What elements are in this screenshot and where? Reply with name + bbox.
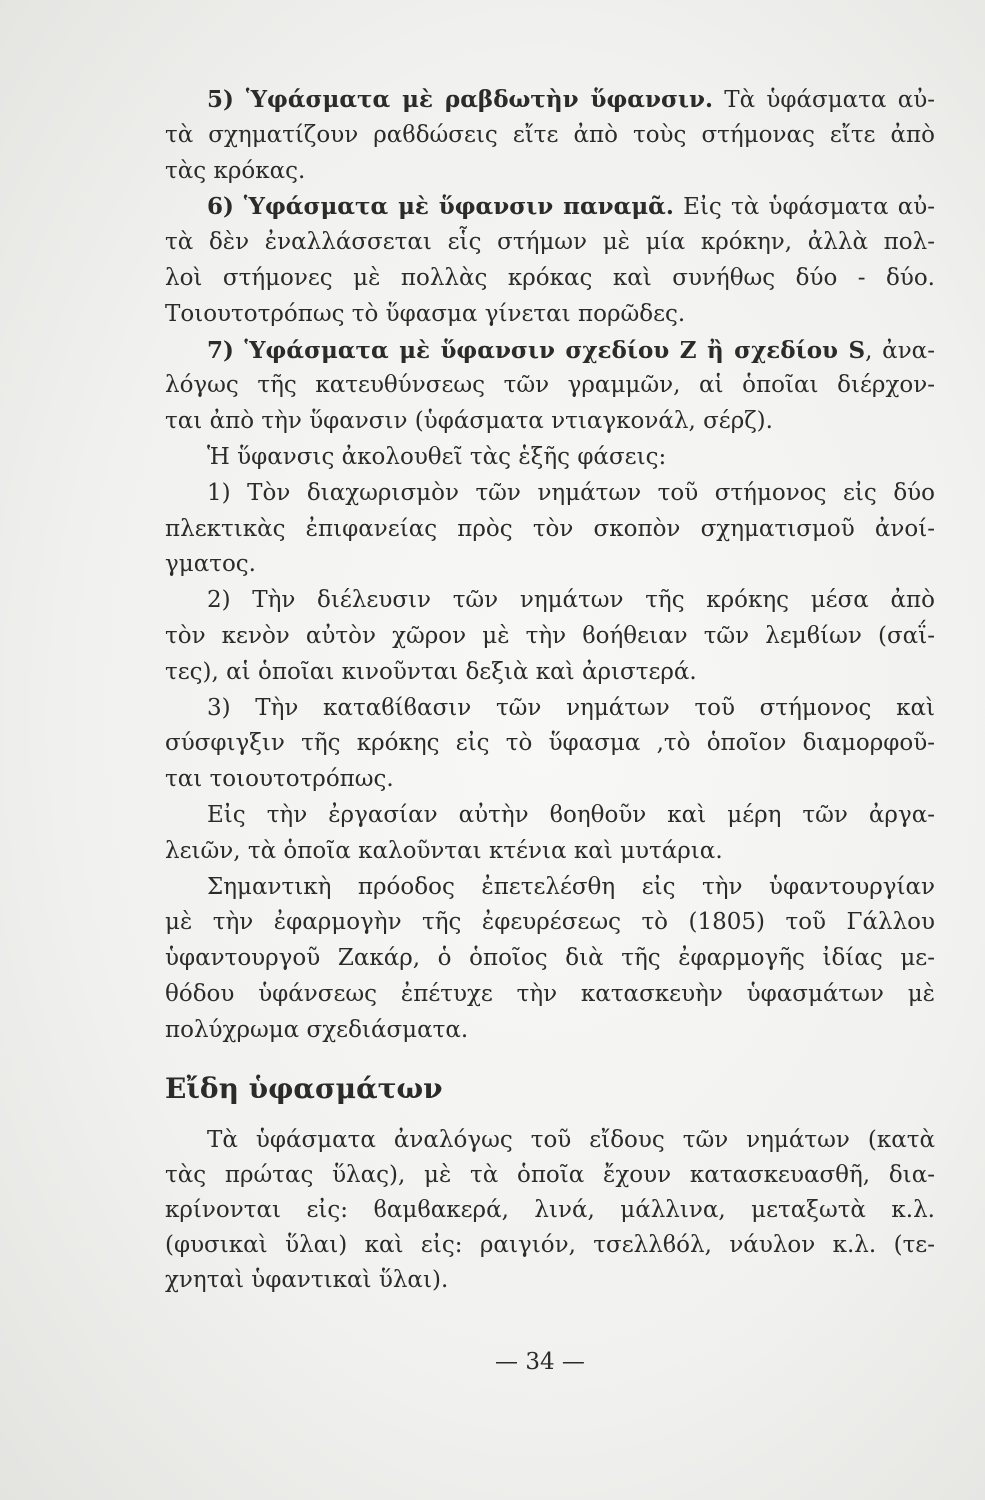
text-line	[165, 189, 935, 225]
line-text: , ἀνα-	[865, 337, 935, 364]
text-line: πολύχρωμα σχεδιάσματα.	[165, 1016, 469, 1043]
page-body	[165, 82, 935, 1298]
text-line: λόγως τῆς κατευθύνσεως τῶν γραμμῶν, αἱ ὁποῖαι διέρχον-	[165, 372, 935, 399]
page-number: — 34 —	[495, 1349, 585, 1375]
text-line: τὸν κενὸν αὐτὸν χῶρον μὲ τὴν ϐοήθειαν τῶν λεμϐίων (σαΐ-	[165, 622, 935, 649]
paragraph-type-6	[165, 189, 935, 332]
text-line: 1) Τὸν διαχωρισμὸν τῶν νημάτων τοῦ στήμονος εἰς δύο	[207, 479, 935, 506]
process-phase-2	[165, 583, 935, 690]
section-heading: Εἴδη ὑφασμάτων	[165, 1071, 443, 1105]
text-line: γματος.	[165, 551, 256, 578]
text-line	[165, 82, 935, 118]
text-line: χνηταὶ ὑφαντικαὶ ὕλαι).	[165, 1266, 449, 1293]
item-label: 7) Ὑφάσματα μὲ ὕφανσιν σχεδίου Ζ ἢ σχεδίου S	[207, 336, 866, 364]
process-phase-3	[165, 691, 935, 798]
text-line: πλεκτικὰς ἐπιφανείας πρὸς τὸν σκοπὸν σχηματισμοῦ ἀνοί-	[165, 515, 935, 542]
process-phase-1	[165, 476, 935, 583]
text-line	[165, 333, 935, 369]
text-line: Τὰ ὑφάσματα ἀναλόγως τοῦ εἴδους τῶν νημάτων (κατὰ	[207, 1126, 935, 1153]
text-line: Σημαντικὴ πρόοδος ἐπετελέσθη εἰς τὴν ὑφαντουργίαν	[207, 873, 935, 900]
paragraph-loom-parts	[165, 798, 935, 870]
item-label: 5) Ὑφάσματα μὲ ραβδωτὴν ὕφανσιν.	[207, 86, 714, 113]
text-line: θόδου ὑφάνσεως ἐπέτυχε τὴν κατασκευὴν ὑφασμάτων μὲ	[165, 980, 935, 1007]
text-line: Εἰς τὴν ἐργασίαν αὐτὴν ϐοηθοῦν καὶ μέρη τῶν ἀργα-	[207, 801, 935, 828]
text-line: τες), αἱ ὁποῖαι κινοῦνται δεξιὰ καὶ ἀριστερά.	[165, 658, 697, 685]
text-line: ὑφαντουργοῦ Ζακάρ, ὁ ὁποῖος διὰ τῆς ἐφαρμογῆς ἰδίας με-	[165, 945, 935, 972]
text-line: ται ἀπὸ τὴν ὕφανσιν (ὑφάσματα ντιαγκονάλ, σέρζ).	[165, 408, 773, 435]
text-line: 2) Τὴν διέλευσιν τῶν νημάτων τῆς κρόκης μέσα ἀπὸ	[207, 587, 935, 614]
text-line: κρίνονται εἰς: ϐαμϐακερά, λινά, μάλλινα, μεταξωτὰ κ.λ.	[165, 1196, 935, 1223]
paragraph-jacquard	[165, 870, 935, 1049]
line-text: Τὰ ὑφάσματα αὐ-	[724, 87, 935, 113]
process-intro: Ἡ ὕφανσις ἀκολουθεῖ τὰς ἑξῆς φάσεις:	[207, 443, 667, 470]
text-line: λειῶν, τὰ ὁποῖα καλοῦνται κτένια καὶ μυτάρια.	[165, 837, 723, 864]
text-line: λοὶ στήμονες μὲ πολλὰς κρόκας καὶ συνήθως δύο - δύο.	[165, 264, 935, 291]
paragraph-fabric-kinds	[165, 1123, 935, 1298]
text-line: 3) Τὴν καταϐίϐασιν τῶν νημάτων τοῦ στήμονος καὶ	[207, 694, 935, 721]
paragraph-type-5	[165, 82, 935, 189]
item-label: 6) Ὑφάσματα μὲ ὕφανσιν παναμᾶ.	[207, 193, 674, 221]
text-line: (φυσικαὶ ὕλαι) καὶ εἰς: ραιγιόν, τσελλϐόλ, νάυλον κ.λ. (τε-	[165, 1231, 935, 1258]
text-line: Τοιουτοτρόπως τὸ ὕφασμα γίνεται πορῶδες.	[165, 300, 686, 327]
text-line: μὲ τὴν ἐφαρμογὴν τῆς ἐφευρέσεως τὸ (1805) τοῦ Γάλλου	[165, 909, 935, 936]
text-line: σύσφιγξιν τῆς κρόκης εἰς τὸ ὕφασμα ,τὸ ὁποῖον διαμορφοῦ-	[165, 730, 935, 757]
text-line: ται τοιουτοτρόπως.	[165, 766, 394, 793]
paragraph-type-7	[165, 333, 935, 440]
text-line: τὰς πρώτας ὕλας), μὲ τὰ ὁποῖα ἔχουν κατασκευασθῆ, δια-	[165, 1161, 935, 1188]
text-line: τὰς κρόκας.	[165, 157, 306, 184]
text-line: τὰ δὲν ἐναλλάσσεται εἷς στήμων μὲ μία κρόκην, ἀλλὰ πολ-	[165, 229, 935, 256]
text-line: τὰ σχηματίζουν ραϐδώσεις εἴτε ἀπὸ τοὺς στήμονας εἴτε ἀπὸ	[165, 121, 935, 148]
line-text: Εἰς τὰ ὑφάσματα αὐ-	[683, 194, 936, 221]
